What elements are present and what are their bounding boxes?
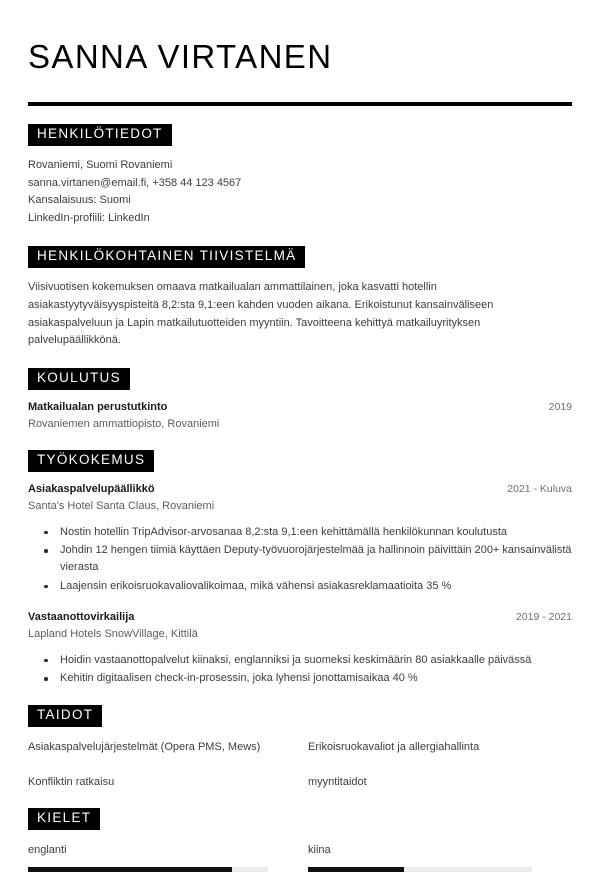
section-heading-experience: TYÖKOKEMUS xyxy=(28,450,154,472)
experience-bullet-list xyxy=(28,652,572,688)
contact-line-email-phone: sanna.virtanen@email.fi, +358 44 123 4567 xyxy=(28,176,242,189)
section-heading-personal-details: HENKILÖTIEDOT xyxy=(28,124,172,146)
section-skills xyxy=(28,705,572,790)
language-level-track xyxy=(308,867,532,872)
section-education xyxy=(28,368,572,432)
experience-entry xyxy=(28,610,572,687)
education-institution: Rovaniemen ammattiopisto, Rovaniemi xyxy=(28,417,220,430)
skills-grid xyxy=(28,740,572,790)
experience-job-title: Asiakaspalvelupäällikkö xyxy=(28,483,155,496)
experience-date: 2019 - 2021 xyxy=(515,611,572,624)
section-personal-details xyxy=(28,124,572,228)
section-heading-languages: KIELET xyxy=(28,808,100,830)
experience-job-title: Vastaanottovirkailija xyxy=(28,611,135,624)
section-summary xyxy=(28,246,572,350)
skill-item: Asiakaspalvelujärjestelmät (Opera PMS, Mews) xyxy=(28,741,261,754)
language-item xyxy=(28,843,308,872)
skill-item: Erikoisruokavaliot ja allergiahallinta xyxy=(308,741,480,754)
experience-entry-header xyxy=(28,610,572,626)
section-heading-skills: TAIDOT xyxy=(28,705,102,727)
candidate-name: SANNA VIRTANEN xyxy=(28,38,333,75)
experience-entry-header xyxy=(28,482,572,498)
language-name: englanti xyxy=(28,843,67,856)
section-languages xyxy=(28,808,572,872)
education-degree: Matkailualan perustutkinto xyxy=(28,400,168,413)
contact-line-location: Rovaniemi, Suomi Rovaniemi xyxy=(28,158,173,171)
experience-employer: Lapland Hotels SnowVillage, Kittilä xyxy=(28,628,198,641)
education-entry xyxy=(28,400,572,432)
section-experience xyxy=(28,450,572,687)
language-item xyxy=(308,843,572,872)
experience-bullet-list xyxy=(28,524,572,596)
section-heading-education: KOULUTUS xyxy=(28,368,130,390)
experience-entry xyxy=(28,482,572,595)
experience-bullet: Nostin hotellin TripAdvisor-arvosanaa 8,2:sta 9,1:een kehittämällä henkilökunnan koulutusta xyxy=(50,524,572,541)
contact-line-linkedin: LinkedIn-profiili: LinkedIn xyxy=(28,212,150,225)
skill-item: myyntitaidot xyxy=(308,775,367,788)
experience-date: 2021 - Kuluva xyxy=(507,483,572,496)
summary-text: Viisivuotisen kokemuksen omaava matkailualan ammattilainen, joka kasvatti hotellin asiakastyytyväisyyspisteitä 8,2:sta 9,1:een kahden vuoden aikana. Erikoistunut kansainväliseen asiakaspalveluun ja Lapin matkailutuotteiden myyntiin. Tavoitteena kehittyä matkailuyrityksen palvelupäällikkönä. xyxy=(28,280,494,347)
languages-grid xyxy=(28,843,572,872)
language-name: kiina xyxy=(308,843,331,856)
education-entry-header xyxy=(28,400,572,416)
experience-bullet: Laajensin erikoisruokavaliovalikoimaa, mikä vähensi asiakasreklamaatioita 35 % xyxy=(50,578,572,595)
language-level-fill xyxy=(28,867,232,872)
experience-bullet: Johdin 12 hengen tiimiä käyttäen Deputy-työvuorojärjestelmää ja hallinnoin päivittäin 200+ kansainvälistä vierasta xyxy=(50,542,572,577)
language-level-track xyxy=(28,867,268,872)
experience-bullet: Hoidin vastaanottopalvelut kiinaksi, englanniksi ja suomeksi keskimäärin 80 asiakkaalle päivässä xyxy=(50,652,572,669)
language-level-fill xyxy=(308,867,404,872)
header-divider xyxy=(28,102,572,106)
section-heading-summary: HENKILÖKOHTAINEN TIIVISTELMÄ xyxy=(28,246,305,268)
contact-line-nationality: Kansalaisuus: Suomi xyxy=(28,194,131,207)
skill-item: Konfliktin ratkaisu xyxy=(28,775,115,788)
experience-bullet: Kehitin digitaalisen check-in-prosessin, joka lyhensi jonottamisaikaa 40 % xyxy=(50,670,572,687)
contact-block xyxy=(28,157,572,228)
education-date: 2019 xyxy=(548,400,572,413)
experience-employer: Santa's Hotel Santa Claus, Rovaniemi xyxy=(28,500,215,513)
